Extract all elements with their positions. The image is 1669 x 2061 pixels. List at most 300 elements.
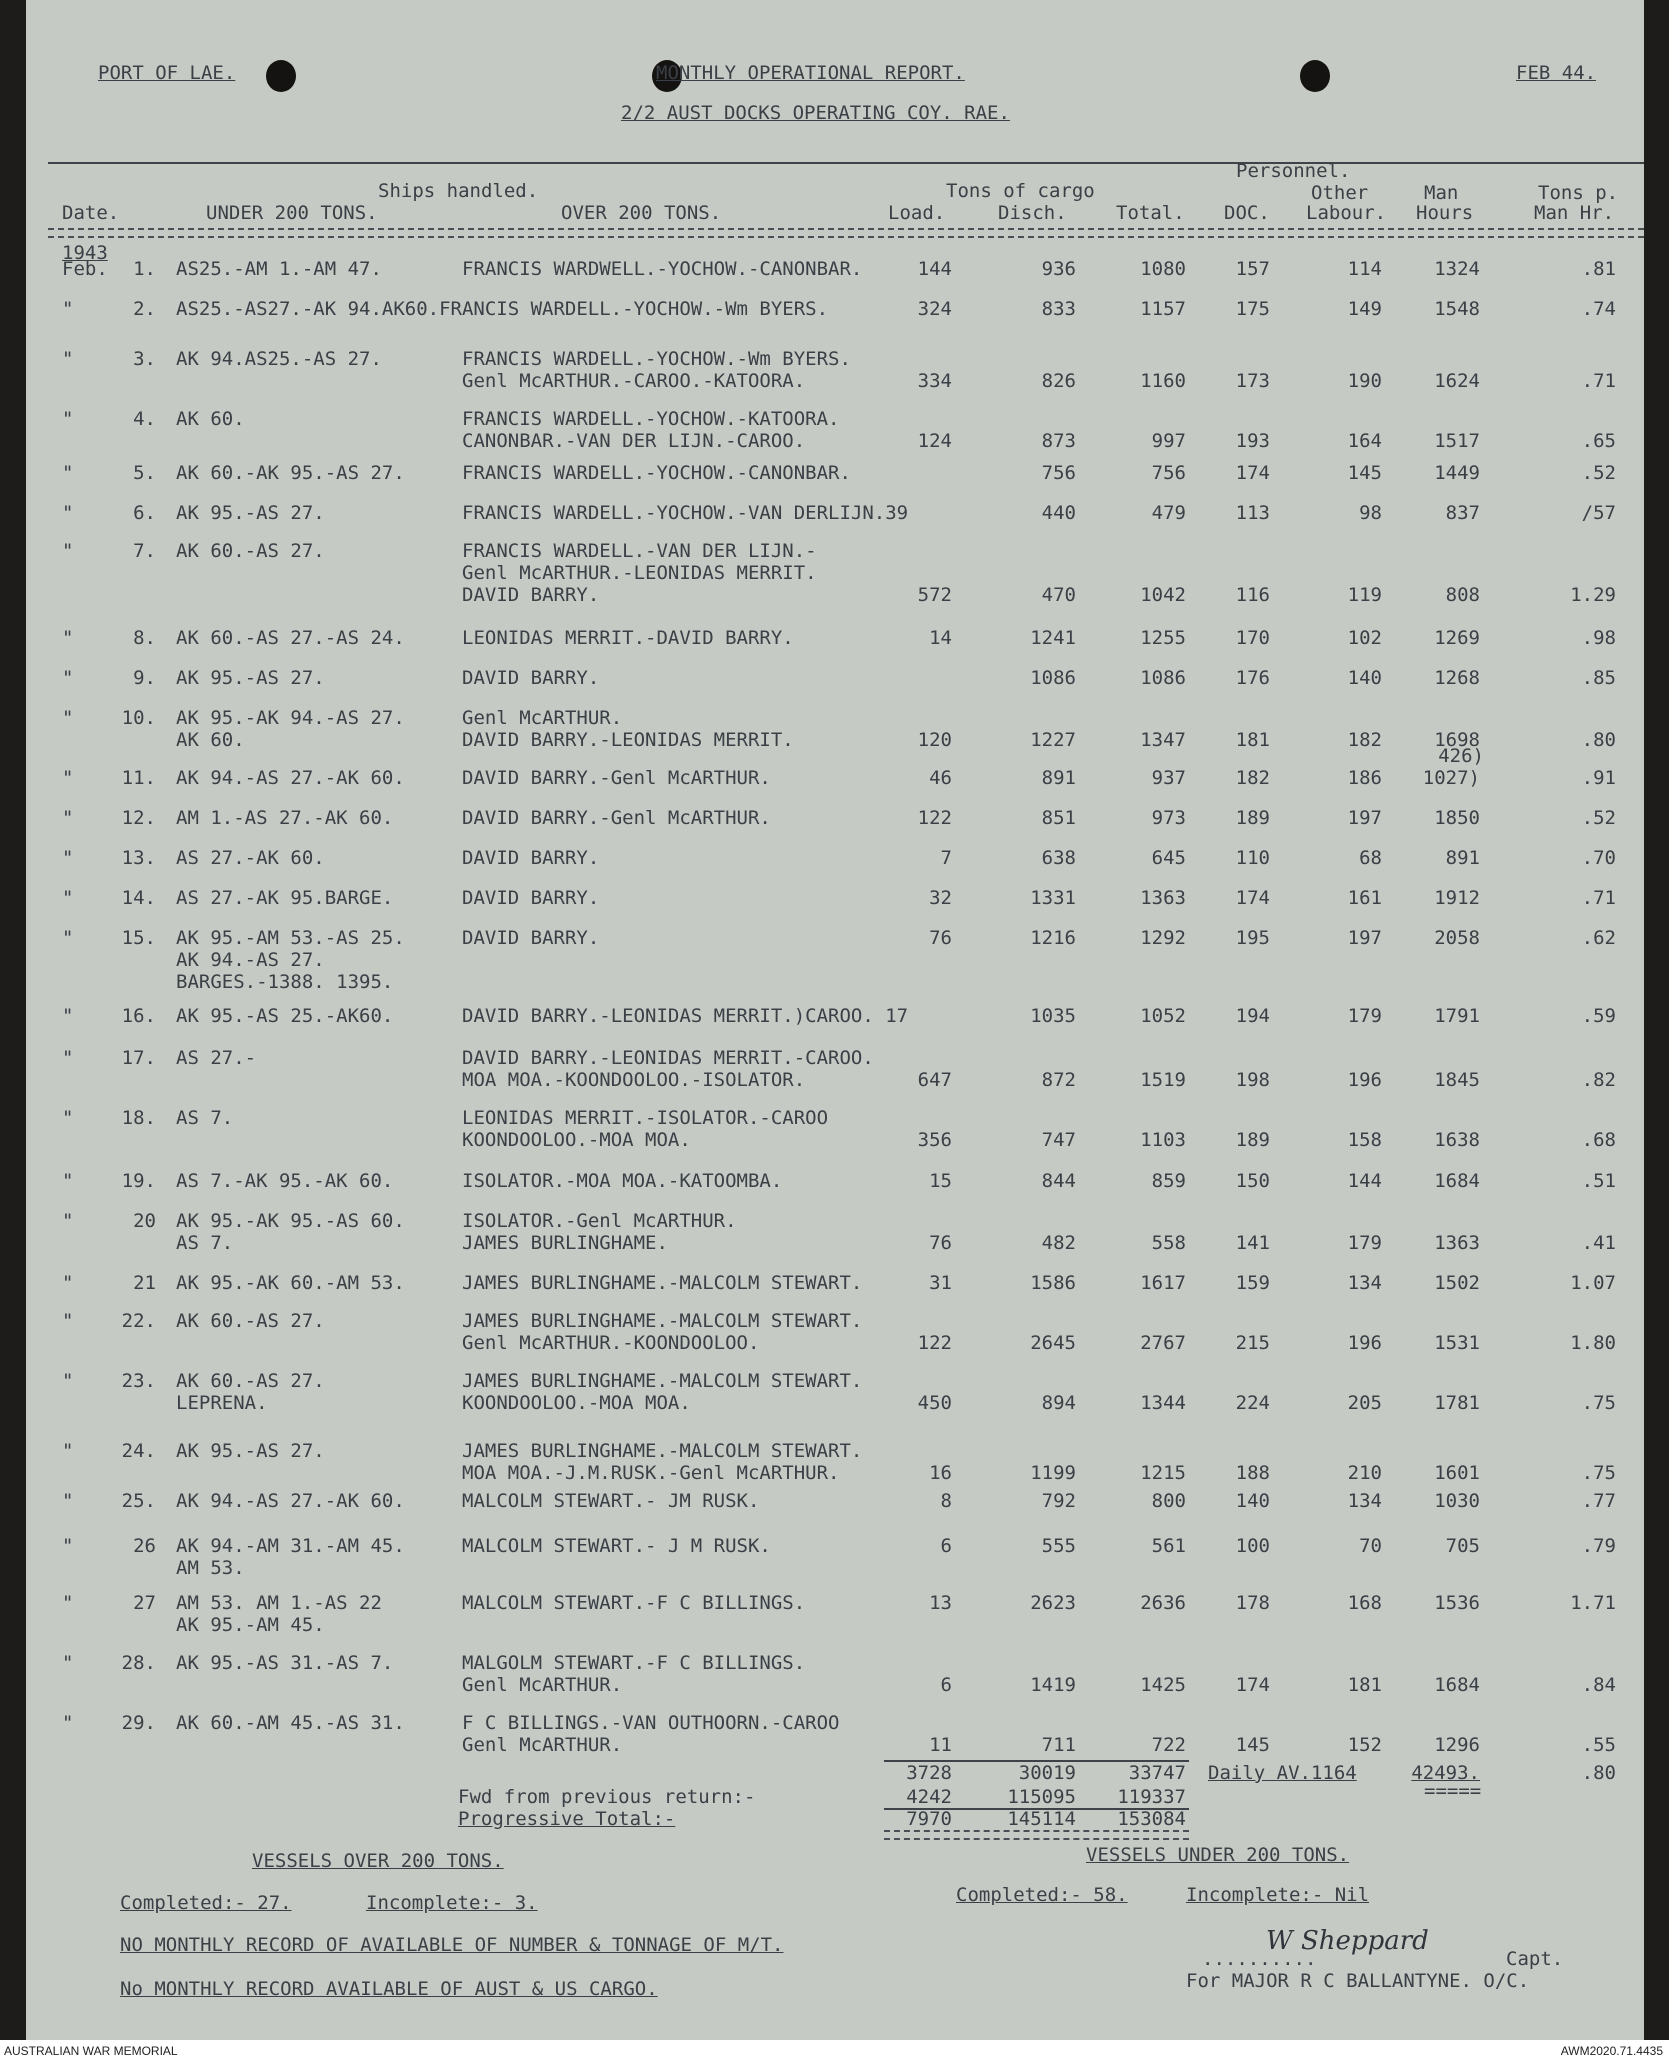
row-man-hours: 1502 [1434,1272,1480,1294]
row-load: 122 [917,1332,952,1354]
col-personnel: Personnel. [1236,160,1351,182]
row-under-200: AK 95.-AK 94.-AS 27. [176,707,405,729]
row-month: " [62,1712,74,1734]
row-other: 179 [1347,1005,1382,1027]
row-disch: 872 [1041,1069,1076,1091]
row-day: 13. [121,847,156,869]
row-disch: 1227 [1030,729,1076,751]
row-load: 11 [929,1734,952,1756]
row-tons-per-hour: 1.07 [1570,1272,1616,1294]
row-man-hours: 1324 [1434,258,1480,280]
row-day: 22. [121,1310,156,1332]
row-over-200: FRANCIS WARDELL.-YOCHOW.-KATOORA. [462,408,840,430]
header-rule [48,162,1644,164]
row-tons-per-hour: .85 [1581,667,1616,689]
row-other: 144 [1347,1170,1382,1192]
row-over-200: LEONIDAS MERRIT.-ISOLATOR.-CAROO [462,1107,829,1129]
col-date: Date. [62,202,120,224]
row-tons-per-hour: .74 [1581,298,1616,320]
row-doc: 175 [1235,298,1270,320]
row-month: " [62,707,74,729]
row-month: " [62,1370,74,1392]
row-over-200: MALCOLM STEWART.-F C BILLINGS. [462,1592,806,1614]
row-tons-per-hour: .98 [1581,627,1616,649]
row-tons-per-hour: .91 [1581,767,1616,789]
punch-hole [266,60,296,92]
unit-name: 2/2 AUST DOCKS OPERATING COY. RAE. [621,102,1010,124]
row-tons-per-hour: /57 [1581,502,1616,524]
row-over-200: F C BILLINGS.-VAN OUTHOORN.-CAROO [462,1712,840,1734]
row-load: 13 [929,1592,952,1614]
row-disch: 440 [1041,502,1076,524]
month-total: 33747 [1128,1762,1186,1784]
row-disch: 1216 [1030,927,1076,949]
row-other: 190 [1347,370,1382,392]
row-man-hours: 1850 [1434,807,1480,829]
row-doc: 100 [1235,1535,1270,1557]
row-load: 324 [917,298,952,320]
row-disch: 638 [1041,847,1076,869]
row-other: 149 [1347,298,1382,320]
row-day: 21 [133,1272,156,1294]
row-over-200: MALCOLM STEWART.- JM RUSK. [462,1490,760,1512]
row-under-200: AK 60. [176,408,245,430]
signature-for-line: For MAJOR R C BALLANTYNE. O/C. [1186,1970,1530,1992]
prog-disch: 145114 [1007,1808,1076,1830]
row-doc: 116 [1235,584,1270,606]
row-day: 27 [133,1592,156,1614]
row-over-200: JAMES BURLINGHAME. [462,1232,668,1254]
row-total: 1255 [1140,627,1186,649]
row-over-200: MALCOLM STEWART.- J M RUSK. [462,1535,771,1557]
row-under-200: AS 7. [176,1107,234,1129]
row-under-200: AK 60.-AS 27.-AS 24. [176,627,405,649]
row-man-hours: 837 [1445,502,1480,524]
prog-load: 7970 [906,1808,952,1830]
row-under-200: AK 95.-AS 31.-AS 7. [176,1652,394,1674]
row-under-200: AS 27.- [176,1047,257,1069]
row-day: 18. [121,1107,156,1129]
row-under-200: AK 94.-AS 27. [176,949,325,971]
row-disch: 555 [1041,1535,1076,1557]
row-total: 1160 [1140,370,1186,392]
row-total: 1617 [1140,1272,1186,1294]
row-load: 76 [929,927,952,949]
row-other: 179 [1347,1232,1382,1254]
row-month: " [62,1652,74,1674]
row-tons-per-hour: 1.29 [1570,584,1616,606]
row-other: 182 [1347,729,1382,751]
row-month: " [62,408,74,430]
row-day: 6. [133,502,156,524]
row-disch: 833 [1041,298,1076,320]
grand-total-rule [884,1830,1189,1840]
row-total: 1344 [1140,1392,1186,1414]
prog-label: Progressive Total:- [458,1808,676,1830]
row-over-200: Genl McARTHUR. [462,1734,623,1756]
row-day: 19. [121,1170,156,1192]
row-tons-per-hour: .41 [1581,1232,1616,1254]
row-tons-per-hour: .82 [1581,1069,1616,1091]
row-month: " [62,767,74,789]
row-over-200: JAMES BURLINGHAME.-MALCOLM STEWART. [462,1440,863,1462]
row-load: 647 [917,1069,952,1091]
row-month: " [62,1440,74,1462]
row-load: 31 [929,1272,952,1294]
row-disch: 1586 [1030,1272,1076,1294]
row-other: 181 [1347,1674,1382,1696]
row-month: " [62,847,74,869]
fwd-total: 119337 [1117,1786,1186,1808]
row-load: 124 [917,430,952,452]
row-man-hours: 808 [1445,584,1480,606]
row-over-200: ISOLATOR.-Genl McARTHUR. [462,1210,737,1232]
row-doc: 189 [1235,1129,1270,1151]
row-total: 1215 [1140,1462,1186,1484]
row-man-hours: 1269 [1434,627,1480,649]
row-over-200: MALGOLM STEWART.-F C BILLINGS. [462,1652,806,1674]
row-total: 1292 [1140,927,1186,949]
row-other: 68 [1359,847,1382,869]
note-cargo: No MONTHLY RECORD AVAILABLE OF AUST & US CARGO. [120,1978,658,2000]
row-total: 1042 [1140,584,1186,606]
report-title: MONTHLY OPERATIONAL REPORT. [656,62,965,84]
row-tons-per-hour: .84 [1581,1674,1616,1696]
row-over-200: LEONIDAS MERRIT.-DAVID BARRY. [462,627,794,649]
fwd-load: 4242 [906,1786,952,1808]
row-over-200: CANONBAR.-VAN DER LIJN.-CAROO. [462,430,806,452]
row-man-hours: 891 [1445,847,1480,869]
col-other-2: Labour. [1306,202,1387,224]
row-under-200: AS25.-AS27.-AK 94.AK60.FRANCIS WARDELL.-YOCHOW.-Wm BYERS. [176,298,829,320]
row-tons-per-hour: .70 [1581,847,1616,869]
row-day: 8. [133,627,156,649]
row-man-hours: 1449 [1434,462,1480,484]
row-doc: 174 [1235,1674,1270,1696]
row-doc: 194 [1235,1005,1270,1027]
row-over-200: KOONDOOLOO.-MOA MOA. [462,1392,691,1414]
row-total: 722 [1151,1734,1186,1756]
row-under-200: AK 60.-AS 27. [176,1370,325,1392]
row-over-200: KOONDOOLOO.-MOA MOA. [462,1129,691,1151]
row-day: 7. [133,540,156,562]
row-under-200: AK 95.-AM 45. [176,1614,325,1636]
signature-dots: .......... [1202,1948,1317,1970]
row-tons-per-hour: .55 [1581,1734,1616,1756]
under-200-incomplete: Incomplete:- Nil [1186,1884,1370,1906]
row-day: 20 [133,1210,156,1232]
row-month: " [62,502,74,524]
row-month: " [62,298,74,320]
row-under-200: LEPRENA. [176,1392,268,1414]
row-tons-per-hour: .65 [1581,430,1616,452]
col-other-1: Other [1311,182,1369,204]
row-over-200: DAVID BARRY.-LEONIDAS MERRIT.-CAROO. [462,1047,874,1069]
row-man-hours: 1027) [1422,767,1480,789]
row-disch: 851 [1041,807,1076,829]
row-under-200: AK 95.-AS 27. [176,502,325,524]
archive-id: AWM2020.71.4435 [1560,2044,1663,2058]
row-total: 756 [1151,462,1186,484]
row-load: 572 [917,584,952,606]
row-tons-per-hour: .80 [1581,729,1616,751]
row-disch: 844 [1041,1170,1076,1192]
row-day: 3. [133,348,156,370]
row-day: 14. [121,887,156,909]
col-tons-of-cargo: Tons of cargo [946,180,1095,202]
row-tons-per-hour: .52 [1581,462,1616,484]
row-tons-per-hour: .81 [1581,258,1616,280]
row-disch: 1035 [1030,1005,1076,1027]
row-other: 186 [1347,767,1382,789]
row-total: 561 [1151,1535,1186,1557]
row-man-hours: 1030 [1434,1490,1480,1512]
row-tons-per-hour: .75 [1581,1392,1616,1414]
row-over-200: JAMES BURLINGHAME.-MALCOLM STEWART. [462,1310,863,1332]
row-over-200: ISOLATOR.-MOA MOA.-KATOOMBA. [462,1170,783,1192]
row-other: 102 [1347,627,1382,649]
row-under-200: AS 7.-AK 95.-AK 60. [176,1170,394,1192]
row-under-200: AM 1.-AS 27.-AK 60. [176,807,394,829]
row-under-200: AK 60.-AS 27. [176,1310,325,1332]
row-tons-per-hour: 1.71 [1570,1592,1616,1614]
col-under-200: UNDER 200 TONS. [206,202,378,224]
row-month: " [62,1535,74,1557]
row-day: 25. [121,1490,156,1512]
row-disch: 1331 [1030,887,1076,909]
row-day: 4. [133,408,156,430]
row-over-200: DAVID BARRY.-LEONIDAS MERRIT. [462,729,794,751]
row-doc: 113 [1235,502,1270,524]
row-month: " [62,462,74,484]
col-doc: DOC. [1224,202,1270,224]
col-tons-1: Tons p. [1538,182,1619,204]
row-tons-per-hour: .62 [1581,927,1616,949]
row-man-hours: 705 [1445,1535,1480,1557]
row-man-hours: 1698 [1434,729,1480,751]
over-200-incomplete: Incomplete:- 3. [366,1892,538,1914]
row-man-hours: 1684 [1434,1674,1480,1696]
row-disch: 1199 [1030,1462,1076,1484]
archive-name: AUSTRALIAN WAR MEMORIAL [4,2044,178,2058]
row-over-200: DAVID BARRY. [462,887,600,909]
row-over-200: Genl McARTHUR.-LEONIDAS MERRIT. [462,562,817,584]
row-month: " [62,1490,74,1512]
row-man-hours: 1781 [1434,1392,1480,1414]
row-over-200: Genl McARTHUR.-CAROO.-KATOORA. [462,370,806,392]
header-double-rule [48,228,1644,238]
row-total: 937 [1151,767,1186,789]
row-month: " [62,1210,74,1232]
row-total: 1425 [1140,1674,1186,1696]
row-day: 17. [121,1047,156,1069]
row-load: 120 [917,729,952,751]
row-doc: 110 [1235,847,1270,869]
row-other: 197 [1347,927,1382,949]
col-over-200: OVER 200 TONS. [561,202,722,224]
row-month: " [62,667,74,689]
row-month: " [62,1272,74,1294]
row-tons-per-hour: .68 [1581,1129,1616,1151]
row-doc: 170 [1235,627,1270,649]
row-month: " [62,807,74,829]
row-man-hours: 1624 [1434,370,1480,392]
under-200-completed: Completed:- 58. [956,1884,1128,1906]
row-total: 1086 [1140,667,1186,689]
row-under-200: AK 60.-AS 27. [176,540,325,562]
row-under-200: AK 60.-AK 95.-AS 27. [176,462,405,484]
row-month: " [62,1170,74,1192]
row-doc: 182 [1235,767,1270,789]
row-other: 152 [1347,1734,1382,1756]
daily-average: Daily AV.1164 [1208,1762,1357,1784]
row-over-200: FRANCIS WARDELL.-YOCHOW.-Wm BYERS. [462,348,851,370]
row-over-200: DAVID BARRY.-Genl McARTHUR. [462,807,771,829]
row-man-hours: 1791 [1434,1005,1480,1027]
row-day: 28. [121,1652,156,1674]
row-under-200: AS25.-AM 1.-AM 47. [176,258,382,280]
col-tons-2: Man Hr. [1534,202,1615,224]
row-over-200: Genl McARTHUR. [462,707,623,729]
row-disch: 891 [1041,767,1076,789]
fwd-disch: 115095 [1007,1786,1076,1808]
row-over-200: DAVID BARRY.-LEONIDAS MERRIT.)CAROO. 17 [462,1005,909,1027]
row-over-200: FRANCIS WARDELL.-VAN DER LIJN.- [462,540,817,562]
row-under-200: AM 53. AM 1.-AS 22 [176,1592,382,1614]
row-month: " [62,1592,74,1614]
row-day: 1. [133,258,156,280]
row-day: 15. [121,927,156,949]
row-other: 196 [1347,1069,1382,1091]
row-under-200: AK 95.-AK 60.-AM 53. [176,1272,405,1294]
row-total: 973 [1151,807,1186,829]
row-under-200: AS 7. [176,1232,234,1254]
row-doc: 159 [1235,1272,1270,1294]
row-under-200: AK 94.AS25.-AS 27. [176,348,382,370]
row-doc: 176 [1235,667,1270,689]
row-over-200: DAVID BARRY. [462,584,600,606]
row-other: 210 [1347,1462,1382,1484]
row-tons-per-hour: 1.80 [1570,1332,1616,1354]
row-month: " [62,348,74,370]
col-ships-handled: Ships handled. [378,180,539,202]
row-under-200: AS 27.-AK 60. [176,847,325,869]
row-load: 334 [917,370,952,392]
row-load: 76 [929,1232,952,1254]
row-load: 15 [929,1170,952,1192]
year-label: 1943 [62,242,108,264]
row-disch: 936 [1041,258,1076,280]
row-disch: 873 [1041,430,1076,452]
row-load: 144 [917,258,952,280]
row-tons-per-hour: .75 [1581,1462,1616,1484]
row-over-200: MOA MOA.-KOONDOOLOO.-ISOLATOR. [462,1069,806,1091]
row-disch: 1241 [1030,627,1076,649]
row-over-200: DAVID BARRY. [462,667,600,689]
row-total: 479 [1151,502,1186,524]
col-man-2: Hours [1416,202,1474,224]
row-under-200: AS 27.-AK 95.BARGE. [176,887,394,909]
row-doc: 224 [1235,1392,1270,1414]
row-doc: 173 [1235,370,1270,392]
row-load: 6 [940,1674,952,1696]
row-load: 122 [917,807,952,829]
row-load: 16 [929,1462,952,1484]
row-other: 164 [1347,430,1382,452]
row-tons-per-hour: .77 [1581,1490,1616,1512]
row-over-200: JAMES BURLINGHAME.-MALCOLM STEWART. [462,1272,863,1294]
prog-total: 153084 [1117,1808,1186,1830]
row-over-200: DAVID BARRY.-Genl McARTHUR. [462,767,771,789]
row-doc: 198 [1235,1069,1270,1091]
row-doc: 189 [1235,807,1270,829]
row-man-hours: 1548 [1434,298,1480,320]
row-load: 14 [929,627,952,649]
archive-footer [0,2040,1669,2061]
row-other: 114 [1347,258,1382,280]
row-under-200: AK 95.-AM 53.-AS 25. [176,927,405,949]
row-other: 161 [1347,887,1382,909]
row-day: 29. [121,1712,156,1734]
row-under-200: AK 94.-AS 27.-AK 60. [176,1490,405,1512]
row-month: " [62,1107,74,1129]
row-total: 1519 [1140,1069,1186,1091]
row-tons-per-hour: .52 [1581,807,1616,829]
row-doc: 157 [1235,258,1270,280]
row-man-hours: 1517 [1434,430,1480,452]
row-other: 70 [1359,1535,1382,1557]
row-month: " [62,627,74,649]
row-month: Feb. [62,258,108,280]
row-doc: 181 [1235,729,1270,751]
row-load: 6 [940,1535,952,1557]
row-total: 1157 [1140,298,1186,320]
row-load: 32 [929,887,952,909]
document-page [26,0,1644,2040]
row-doc: 174 [1235,887,1270,909]
row-month: " [62,927,74,949]
row-day: 11. [121,767,156,789]
row-total: 1363 [1140,887,1186,909]
row-load: 46 [929,767,952,789]
row-tons-per-hour: .51 [1581,1170,1616,1192]
row-man-hours: 1531 [1434,1332,1480,1354]
row-man-hours: 1845 [1434,1069,1480,1091]
row-disch: 792 [1041,1490,1076,1512]
row-month: " [62,1310,74,1332]
row-man-hours: 1684 [1434,1170,1480,1192]
row-over-200: Genl McARTHUR.-KOONDOOLOO. [462,1332,760,1354]
row-other: 134 [1347,1272,1382,1294]
row-man-hours: 1268 [1434,667,1480,689]
row-disch: 826 [1041,370,1076,392]
row-under-200: AK 60.-AM 45.-AS 31. [176,1712,405,1734]
row-other: 197 [1347,807,1382,829]
month-hours: 42493. [1411,1762,1480,1784]
row-day: 12. [121,807,156,829]
row-day: 16. [121,1005,156,1027]
row-doc: 188 [1235,1462,1270,1484]
report-month: FEB 44. [1516,62,1597,84]
col-man-1: Man [1424,182,1459,204]
row-other: 205 [1347,1392,1382,1414]
row-disch: 2645 [1030,1332,1076,1354]
row-total: 1080 [1140,258,1186,280]
row-load: 450 [917,1392,952,1414]
row-tons-per-hour: .59 [1581,1005,1616,1027]
row-total: 2767 [1140,1332,1186,1354]
row-over-200: MOA MOA.-J.M.RUSK.-Genl McARTHUR. [462,1462,840,1484]
